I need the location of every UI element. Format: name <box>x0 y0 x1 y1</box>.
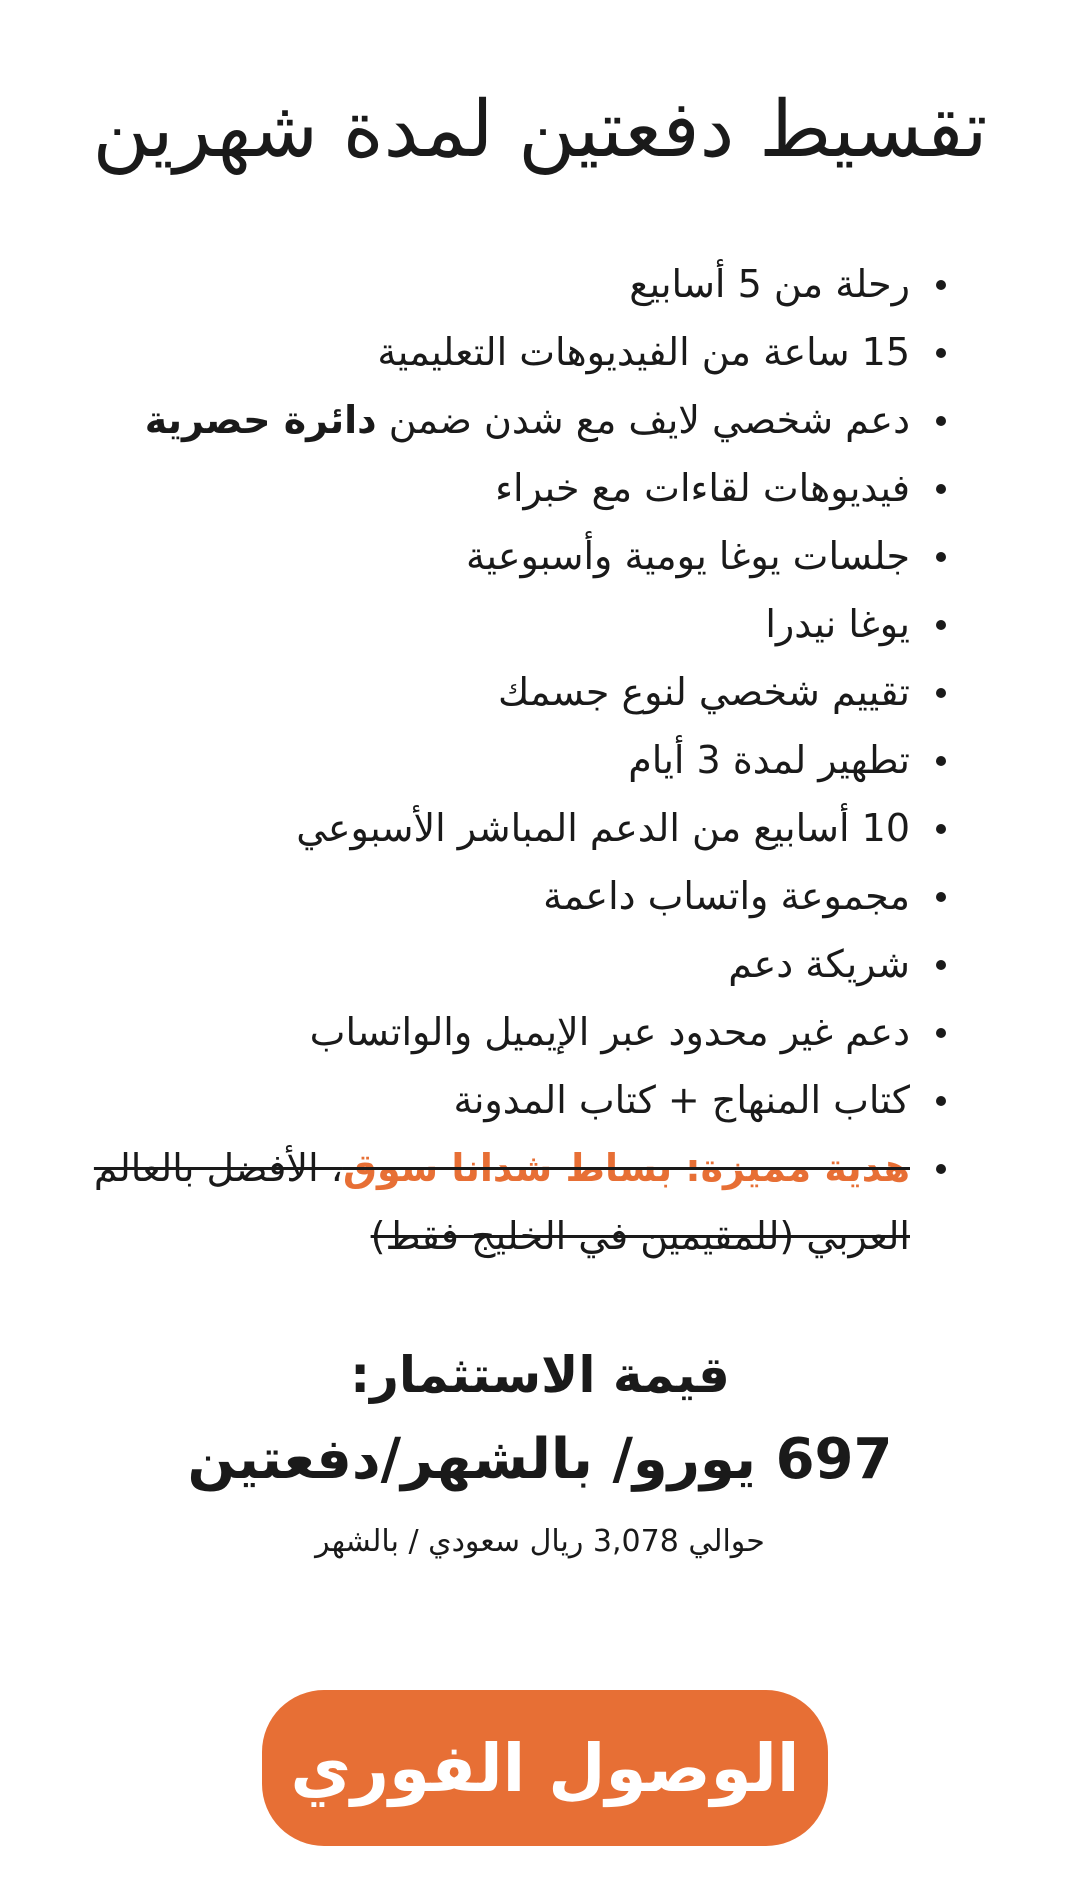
feature-text: يوغا نيدرا <box>765 602 910 646</box>
investment-label: قيمة الاستثمار: <box>350 1346 730 1404</box>
gift-highlight-text: هدية مميزة: بساط شدانا سوق <box>342 1146 910 1190</box>
feature-item <box>90 250 910 318</box>
feature-text: مجموعة واتساب داعمة <box>543 874 910 918</box>
feature-item <box>90 726 910 794</box>
feature-text: 10 أسابيع من الدعم المباشر الأسبوعي <box>296 806 910 850</box>
instant-access-button[interactable]: الوصول الفوري <box>262 1690 828 1846</box>
feature-text: تطهير لمدة 3 أيام <box>628 738 910 782</box>
feature-item <box>90 658 910 726</box>
feature-text: تقييم شخصي لنوع جسمك <box>498 670 910 714</box>
feature-item <box>90 794 910 862</box>
feature-text: فيديوهات لقاءات مع خبراء <box>495 466 910 510</box>
feature-item <box>90 454 910 522</box>
feature-list <box>90 250 950 1270</box>
feature-text: دعم غير محدود عبر الإيميل والواتساب <box>309 1010 910 1054</box>
feature-item <box>90 1066 910 1134</box>
feature-item <box>90 930 910 998</box>
feature-item <box>90 862 910 930</box>
price-conversion-note: حوالي 3,078 ريال سعودي / بالشهر <box>315 1524 765 1559</box>
gift-feature-item <box>90 1134 910 1270</box>
feature-item <box>90 386 910 454</box>
feature-item <box>90 590 910 658</box>
feature-item <box>90 318 910 386</box>
feature-text: جلسات يوغا يومية وأسبوعية <box>466 534 910 578</box>
feature-item <box>90 998 910 1066</box>
feature-text: 15 ساعة من الفيديوهات التعليمية <box>377 330 910 374</box>
feature-text: كتاب المنهاج + كتاب المدونة <box>453 1078 910 1122</box>
feature-bold-text: دائرة حصرية <box>144 398 377 442</box>
feature-text: شريكة دعم <box>728 942 910 986</box>
gift-rest-text: ، الأفضل بالعالم العربي (للمقيمين في الخليج فقط) <box>93 1146 910 1258</box>
page-title: تقسيط دفعتين لمدة شهرين <box>92 85 988 175</box>
feature-text: رحلة من 5 أسابيع <box>629 262 910 306</box>
price-value: 697 يورو/ بالشهر/دفعتين <box>187 1427 893 1492</box>
feature-text: دعم شخصي لايف مع شدن ضمن <box>376 398 910 442</box>
feature-item <box>90 522 910 590</box>
